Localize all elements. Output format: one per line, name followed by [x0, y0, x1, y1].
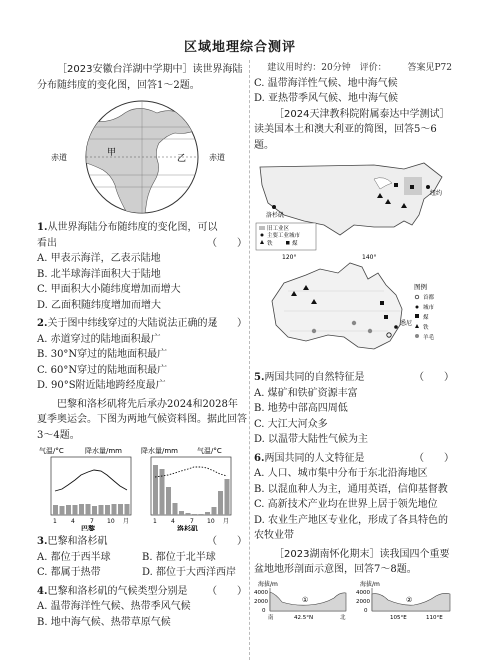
ny-city-marker — [426, 185, 430, 189]
aus-legend-item: 铁 — [423, 325, 429, 332]
question-number: 2. — [37, 318, 48, 329]
question-1 — [37, 220, 247, 313]
profile-2-y-tick: 0 — [364, 607, 368, 614]
option-c[interactable]: C. 甲面积大小随纬度增加而增大 — [37, 284, 181, 295]
la-x-tick: 月 — [223, 518, 230, 525]
la-left-axis-label: 降水量/mm — [141, 447, 178, 455]
profile-1-y-tick: 4000 — [254, 589, 268, 596]
option-b[interactable]: B. 都位于北半球 — [142, 551, 216, 563]
profile-1-num: ① — [302, 595, 309, 604]
option-b[interactable]: B. 地中海气候、热带草原气候 — [37, 616, 171, 628]
climate-charts-figure — [37, 445, 247, 531]
section3-source: ［2024天津教科院附属泰达中学测试］ — [274, 108, 450, 120]
aus-legend-item: 煤 — [423, 315, 429, 322]
la-city-label: 洛杉矶 — [177, 525, 198, 531]
answer-paren: （ ） — [207, 318, 247, 329]
legend-iron-swatch — [415, 324, 419, 328]
paris-temp-line — [55, 470, 127, 491]
option-c[interactable]: C. 都属于热带 — [37, 567, 101, 578]
option-d[interactable]: D. 90°S附近陆地跨经度最广 — [37, 380, 166, 391]
answer-reference: 答案见P72 — [407, 63, 452, 73]
world-land-sea-diagram — [37, 95, 247, 217]
globe-label-a: 甲 — [107, 148, 117, 158]
paris-right-axis-label: 降水量/mm — [85, 447, 122, 455]
la-x-tick: 10 — [207, 518, 215, 525]
profile-2-num: ② — [406, 595, 413, 604]
answer-paren: （ ） — [414, 372, 454, 384]
profile-2-y-tick: 4000 — [356, 589, 370, 596]
profile-1-x-label: 42.5°N — [294, 614, 314, 620]
la-x-tick: 1 — [153, 518, 157, 525]
meta-line — [254, 62, 454, 76]
option-d[interactable]: D. 乙面积随纬度增加而增大 — [37, 299, 162, 311]
option-a[interactable]: A. 煤矿和铁矿资源丰富 — [254, 387, 358, 399]
option-b[interactable]: B. 北半球海洋面积大于陆地 — [37, 268, 161, 280]
legend-city-swatch — [261, 234, 264, 237]
usa-legend-item: 煤 — [292, 241, 298, 248]
usa-map-figure — [254, 155, 454, 251]
question-3 — [37, 534, 247, 581]
paris-x-tick: 4 — [71, 518, 75, 525]
question-number: 4. — [37, 585, 48, 597]
option-a[interactable]: A. 甲表示海洋，乙表示陆地 — [37, 253, 161, 264]
profile-1-y-tick: 0 — [262, 607, 266, 614]
section2-intro: 巴黎和洛杉矶将先后承办2024和2028年夏季奥运会。下图为两地气候资料图。据此回答3～4题。 — [37, 398, 247, 441]
answer-paren: （ ） — [207, 585, 247, 597]
paris-city-label: 巴黎 — [81, 525, 95, 531]
globe-label-b: 乙 — [177, 154, 187, 164]
profile-1-x-label: 南 — [268, 614, 274, 620]
left-column — [37, 62, 247, 630]
option-c[interactable]: C. 温带海洋性气候、地中海气候 — [254, 77, 398, 89]
option-b[interactable]: B. 地势中部高四周低 — [254, 403, 348, 415]
usa-legend-item: 旧工业区 — [267, 226, 290, 233]
legend-coal-swatch — [286, 241, 290, 245]
la-right-axis-label: 气温/°C — [197, 447, 222, 455]
profile-1-y-tick: 2000 — [254, 598, 268, 605]
australia-map-figure — [254, 251, 454, 367]
aus-legend-item: 羊毛 — [423, 335, 435, 342]
paris-precip-bars — [53, 504, 130, 515]
la-city-marker — [272, 205, 276, 209]
option-d[interactable]: D. 以温带大陆性气候为主 — [254, 434, 369, 446]
profile-2-y-tick: 2000 — [356, 598, 370, 605]
column-divider — [249, 60, 250, 660]
option-d[interactable]: D. 农业生产地区专业化，形成了各具特色的农牧业带 — [254, 514, 449, 542]
question-number: 1. — [37, 222, 48, 233]
question-4 — [37, 584, 247, 631]
suggested-time: 建议用时约：20分钟 — [267, 63, 351, 73]
paris-x-tick: 7 — [90, 518, 94, 525]
question-5 — [254, 370, 454, 448]
legend-capital-swatch — [415, 296, 419, 300]
climate-charts — [37, 445, 247, 531]
profile-2-x-label: 105°E — [390, 614, 407, 620]
aus-legend-item: 城市 — [423, 305, 435, 312]
globe-label-left: 赤道 — [51, 153, 67, 162]
section4-source: ［2023湖南怀化期末］ — [274, 548, 380, 560]
paris-left-axis-label: 气温/°C — [39, 447, 64, 455]
option-a[interactable]: A. 温带海洋性气候、热带季风气候 — [37, 601, 191, 612]
aus-lon-label: 140° — [362, 254, 377, 262]
option-c[interactable]: C. 高新技术产业均在世界上居于领先地位 — [254, 499, 438, 511]
basin-profiles — [254, 580, 454, 620]
option-a[interactable]: A. 赤道穿过的陆地面积最广 — [37, 333, 161, 345]
paris-x-tick: 1 — [53, 518, 57, 525]
globe-label-right: 赤道 — [209, 153, 225, 162]
option-a[interactable]: A. 都位于西半球 — [37, 551, 111, 563]
question-stem: 巴黎和洛杉矶 — [47, 536, 108, 547]
option-d[interactable]: D. 亚热带季风气候、地中海气候 — [254, 93, 399, 105]
right-column — [254, 62, 454, 620]
section4-intro-text: 读我国四个重要盆地地形剖面示意图，回答7～8题。 — [254, 548, 450, 576]
page-title: 区域地理综合测评 — [183, 40, 296, 55]
option-d[interactable]: D. 都位于大西洋西岸 — [142, 567, 237, 578]
la-precip-bars — [153, 465, 230, 515]
question-stem: 巴黎和洛杉矶的气候类型分别是 — [47, 585, 188, 597]
legend-wool-swatch — [415, 334, 419, 338]
usa-map — [254, 155, 454, 251]
aus-legend-title: 图例 — [414, 283, 427, 292]
section4-intro — [254, 547, 454, 578]
legend-old-industrial-swatch — [259, 226, 265, 230]
option-b[interactable]: B. 30°N穿过的陆地面积最广 — [37, 349, 168, 360]
usa-legend-item: 铁 — [267, 241, 273, 248]
option-a[interactable]: A. 人口、城市集中分布于东北沿海地区 — [254, 468, 428, 480]
question-stem: 关于图中纬线穿过的大陆说法正确的是 — [47, 318, 218, 329]
option-b[interactable]: B. 以混血种人为主，通用英语，信仰基督教 — [254, 483, 448, 495]
answer-paren: （ ） — [207, 237, 247, 249]
section1-intro — [37, 62, 247, 93]
aus-legend-item: 首都 — [423, 295, 435, 302]
question-stem: 两国共同的人文特征是 — [264, 452, 365, 464]
aus-label-sydney: 悉尼 — [400, 320, 413, 328]
legend-city-swatch — [416, 306, 419, 309]
question-6 — [254, 451, 454, 544]
world-land-sea-figure — [37, 95, 247, 217]
usa-label-la: 洛杉矶 — [266, 212, 285, 220]
usa-legend-item: 主要工业城市 — [267, 233, 301, 240]
question-number: 5. — [254, 372, 265, 384]
la-temp-line — [155, 467, 227, 477]
paris-x-tick: 月 — [123, 518, 130, 525]
option-c[interactable]: C. 大江大河众多 — [254, 418, 328, 430]
profile-1-unit: 海拔/m — [258, 580, 278, 588]
question-number: 3. — [37, 536, 48, 547]
la-x-tick: 7 — [190, 518, 194, 525]
question-stem: 两国共同的自然特征是 — [264, 372, 365, 384]
paris-x-tick: 10 — [107, 518, 115, 525]
question-stem: 从世界海陆分布随纬度的变化图，可以看出 — [37, 222, 218, 249]
usa-label-ny: 纽约 — [430, 190, 443, 198]
section1-source: ［2023安徽台洋湖中学期中］ — [57, 64, 193, 75]
la-x-tick: 4 — [171, 518, 175, 525]
legend-coal-swatch — [415, 314, 419, 318]
aus-lon-label: 120° — [282, 254, 297, 262]
profile-1-x-label: 北 — [340, 614, 346, 620]
section3-intro-text: 读美国本土和澳大利亚的简图，回答5～6题。 — [254, 124, 437, 151]
question-number: 6. — [254, 452, 265, 464]
basin-profiles-figure — [254, 580, 454, 620]
answer-paren: （ ） — [414, 452, 454, 464]
profile-2-x-label: 110°E — [426, 614, 443, 620]
score-label: 评价： — [359, 63, 387, 73]
question-2 — [37, 316, 247, 394]
section1-intro-text: 读世界海陆分布随纬度的变化图，回答1～2题。 — [37, 64, 243, 91]
answer-paren: （ ） — [207, 536, 247, 547]
option-c[interactable]: C. 60°N穿过的陆地面积最广 — [37, 364, 168, 376]
section3-intro — [254, 107, 454, 154]
profile-2-unit: 海拔/m — [360, 580, 380, 588]
australia-map — [254, 251, 454, 367]
sydney-marker — [394, 326, 398, 330]
